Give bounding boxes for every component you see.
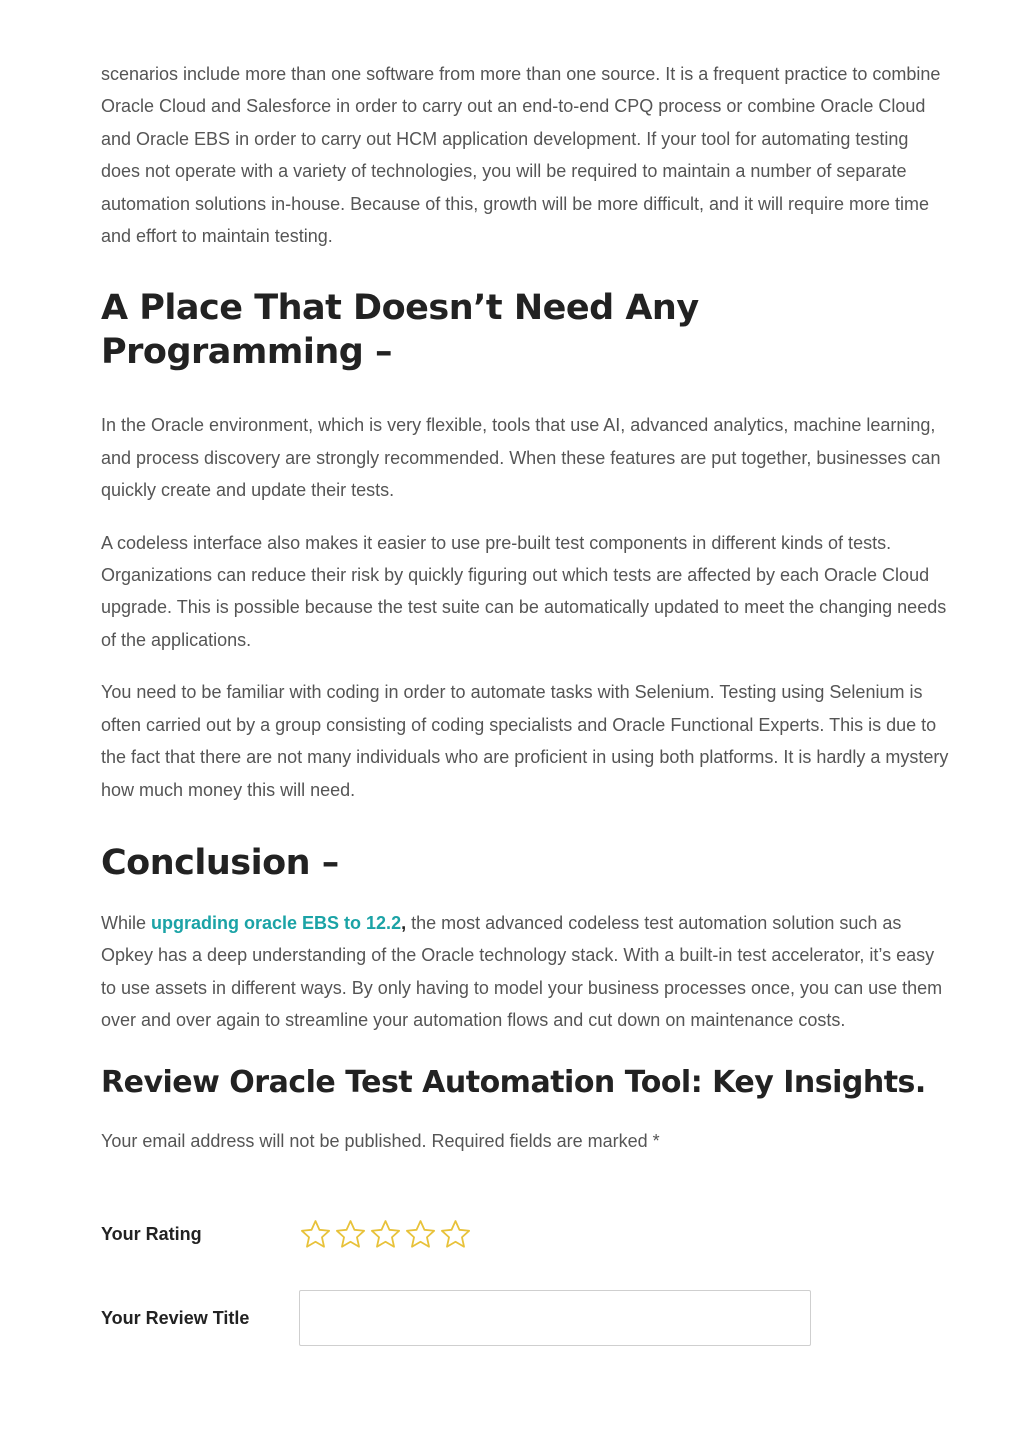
- review-title-row: [101, 1290, 811, 1346]
- intro-paragraph: scenarios include more than one software from more than one source. It is a frequent practice to combine Oracle Cloud and Salesforce in order to carry out an end-to-end CPQ process or combine Oracle Cloud and Oracle EBS in order to carry out HCM application development. If your tool for automating testing does not operate with a variety of technologies, you will be required to maintain a number of separate automation solutions in-house. Because of this, growth will be more difficult, and it will require more time and effort to maintain testing.: [101, 64, 941, 247]
- programming-paragraph-2: A codeless interface also makes it easier to use pre-built test components in different kinds of tests. Organizations can reduce their risk by quickly figuring out which tests are affected by each Oracle Cloud upgrade. This is possible because the test suite can be automatically updated to meet the changing needs of the applications.: [101, 532, 947, 650]
- conclusion-lead: While: [101, 912, 152, 933]
- review-title-label: Your Review Title: [101, 1307, 250, 1328]
- star-icon-2[interactable]: [334, 1218, 367, 1251]
- programming-paragraph-1: In the Oracle environment, which is very flexible, tools that use AI, advanced analytics, machine learning, and process discovery are strongly recommended. When these features are put together, businesses can quickly create and update their tests.: [101, 415, 941, 501]
- rating-stars: [299, 1218, 472, 1251]
- review-heading: Review Oracle Test Automation Tool: Key Insights.: [101, 1064, 926, 1100]
- link-comma: ,: [401, 912, 407, 933]
- section-heading-conclusion: Conclusion –: [101, 842, 339, 883]
- article-content: [101, 58, 951, 1177]
- rating-label: Your Rating: [101, 1224, 202, 1244]
- star-icon-5[interactable]: [439, 1218, 472, 1251]
- star-icon-4[interactable]: [404, 1218, 437, 1251]
- conclusion-rest: the most advanced codeless test automation solution such as Opkey has a deep understanding of the Oracle technology stack. With a built-in test accelerator, it’s easy to use assets in different ways. By only having to model your business processes once, you can use them over and over again to streamline your automation flows and cut down on maintenance costs.: [101, 912, 943, 1031]
- star-icon-1[interactable]: [299, 1218, 332, 1251]
- section-heading-programming: A Place That Doesn’t Need Any Programming –: [101, 288, 699, 373]
- programming-paragraph-3: You need to be familiar with coding in order to automate tasks with Selenium. Testing using Selenium is often carried out by a group consisting of coding specialists and Oracle Functional Experts. This is due to the fact that there are not many individuals who are proficient in using both platforms. It is hardly a mystery how much money this will need.: [101, 682, 949, 800]
- conclusion-paragraph: [101, 907, 951, 1037]
- star-icon-3[interactable]: [369, 1218, 402, 1251]
- review-notice: Your email address will not be published. Required fields are marked *: [101, 1130, 660, 1151]
- rating-row: [101, 1218, 472, 1251]
- review-title-input[interactable]: [299, 1290, 811, 1346]
- upgrade-ebs-link[interactable]: upgrading oracle EBS to 12.2: [151, 912, 402, 933]
